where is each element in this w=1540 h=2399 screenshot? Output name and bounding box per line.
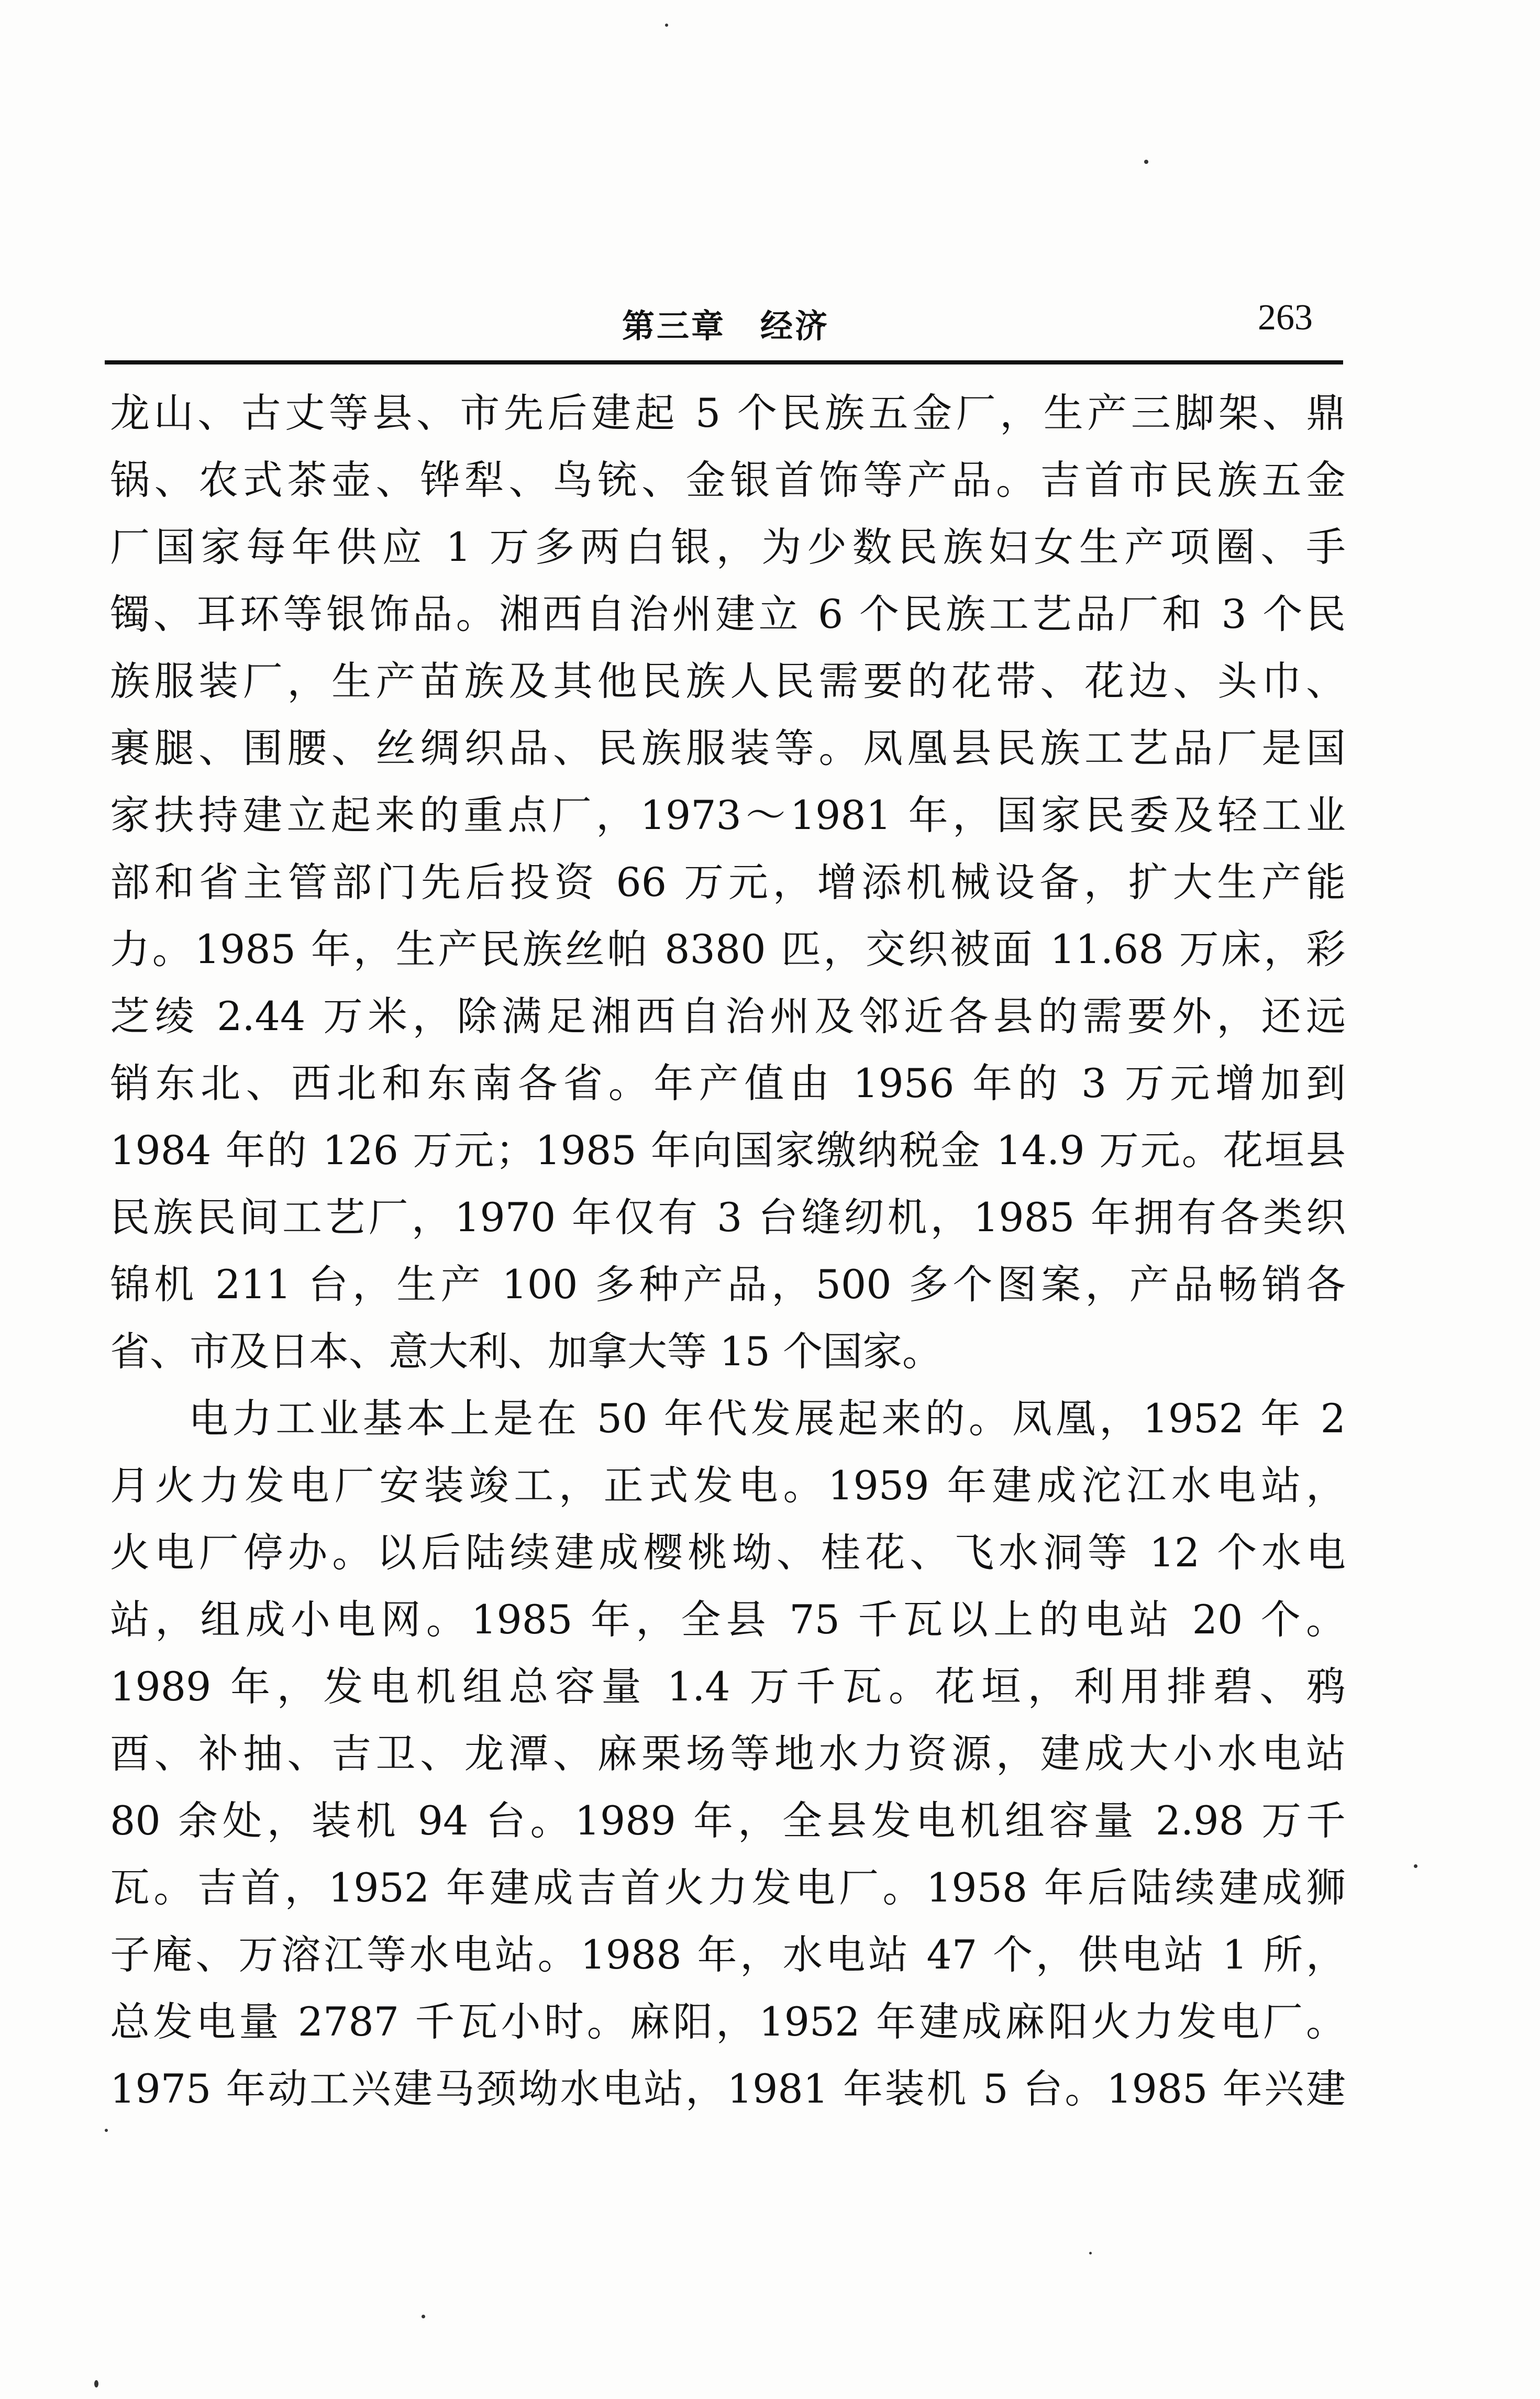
- text-line: 站，组成小电网。1985 年，全县 75 千瓦以上的电站 20 个。: [110, 1596, 1346, 1643]
- text-line: 省、市及日本、意大利、加拿大等 15 个国家。: [110, 1328, 943, 1375]
- scan-speck: [1089, 2252, 1092, 2254]
- text-line: 月火力发电厂安装竣工，正式发电。1959 年建成沱江水电站，: [110, 1462, 1346, 1509]
- header-rule: [105, 360, 1343, 364]
- text-line: 1975 年动工兴建马颈坳水电站，1981 年装机 5 台。1985 年兴建: [110, 2065, 1346, 2112]
- text-line: 部和省主管部门先后投资 66 万元，增添机械设备，扩大生产能: [110, 859, 1346, 905]
- text-line: 龙山、古丈等县、市先后建起 5 个民族五金厂，生产三脚架、鼎: [110, 390, 1346, 436]
- chapter-title: 第三章 经济: [622, 307, 830, 345]
- text-line: 销东北、西北和东南各省。年产值由 1956 年的 3 万元增加到: [110, 1060, 1346, 1107]
- text-line: 族服装厂，生产苗族及其他民族人民需要的花带、花边、头巾、: [110, 658, 1346, 704]
- scan-speck: [94, 2380, 98, 2387]
- scan-speck: [422, 2315, 425, 2318]
- paragraph-handicraft-industry: [110, 380, 1346, 1385]
- text-line: 酉、补抽、吉卫、龙潭、麻栗场等地水力资源，建成大小水电站: [110, 1730, 1346, 1777]
- running-header: [105, 285, 1343, 364]
- text-line: 火电厂停办。以后陆续建成樱桃坳、桂花、飞水洞等 12 个水电: [110, 1529, 1346, 1576]
- text-line: 总发电量 2787 千瓦小时。麻阳，1952 年建成麻阳火力发电厂。: [110, 1998, 1346, 2045]
- text-line: 裹腿、围腰、丝绸织品、民族服装等。凤凰县民族工艺品厂是国: [110, 725, 1346, 771]
- paragraph-electric-power: [110, 1385, 1346, 2122]
- text-line: 锦机 211 台，生产 100 多种产品，500 多个图案，产品畅销各: [110, 1261, 1346, 1308]
- text-line: 家扶持建立起来的重点厂，1973～1981 年，国家民委及轻工业: [110, 792, 1346, 838]
- text-line: 镯、耳环等银饰品。湘西自治州建立 6 个民族工艺品厂和 3 个民: [110, 591, 1346, 637]
- scan-speck: [665, 24, 668, 27]
- text-line: 力。1985 年，生产民族丝帕 8380 匹，交织被面 11.68 万床，彩: [110, 926, 1346, 972]
- body-text: [110, 380, 1346, 2122]
- page-number: 263: [1258, 297, 1313, 338]
- text-line: 民族民间工艺厂，1970 年仅有 3 台缝纫机，1985 年拥有各类织: [110, 1194, 1346, 1241]
- text-line: 锅、农式茶壶、铧犁、鸟铳、金银首饰等产品。吉首市民族五金: [110, 457, 1346, 503]
- text-line: 芝绫 2.44 万米，除满足湘西自治州及邻近各县的需要外，还远: [110, 993, 1346, 1040]
- scan-speck: [1414, 1864, 1417, 1868]
- text-line: 80 余处，装机 94 台。1989 年，全县发电机组容量 2.98 万千: [110, 1797, 1346, 1844]
- text-line: 电力工业基本上是在 50 年代发展起来的。凤凰，1952 年 2: [189, 1395, 1346, 1442]
- text-line: 瓦。吉首，1952 年建成吉首火力发电厂。1958 年后陆续建成狮: [110, 1864, 1346, 1911]
- text-line: 厂国家每年供应 1 万多两白银，为少数民族妇女生产项圈、手: [110, 524, 1346, 570]
- scan-speck: [105, 2129, 108, 2132]
- text-line: 子庵、万溶江等水电站。1988 年，水电站 47 个，供电站 1 所，: [110, 1931, 1346, 1978]
- scan-speck: [1144, 160, 1148, 164]
- text-line: 1989 年，发电机组总容量 1.4 万千瓦。花垣，利用排碧、鸦: [110, 1663, 1346, 1710]
- text-line: 1984 年的 126 万元；1985 年向国家缴纳税金 14.9 万元。花垣县: [110, 1127, 1346, 1174]
